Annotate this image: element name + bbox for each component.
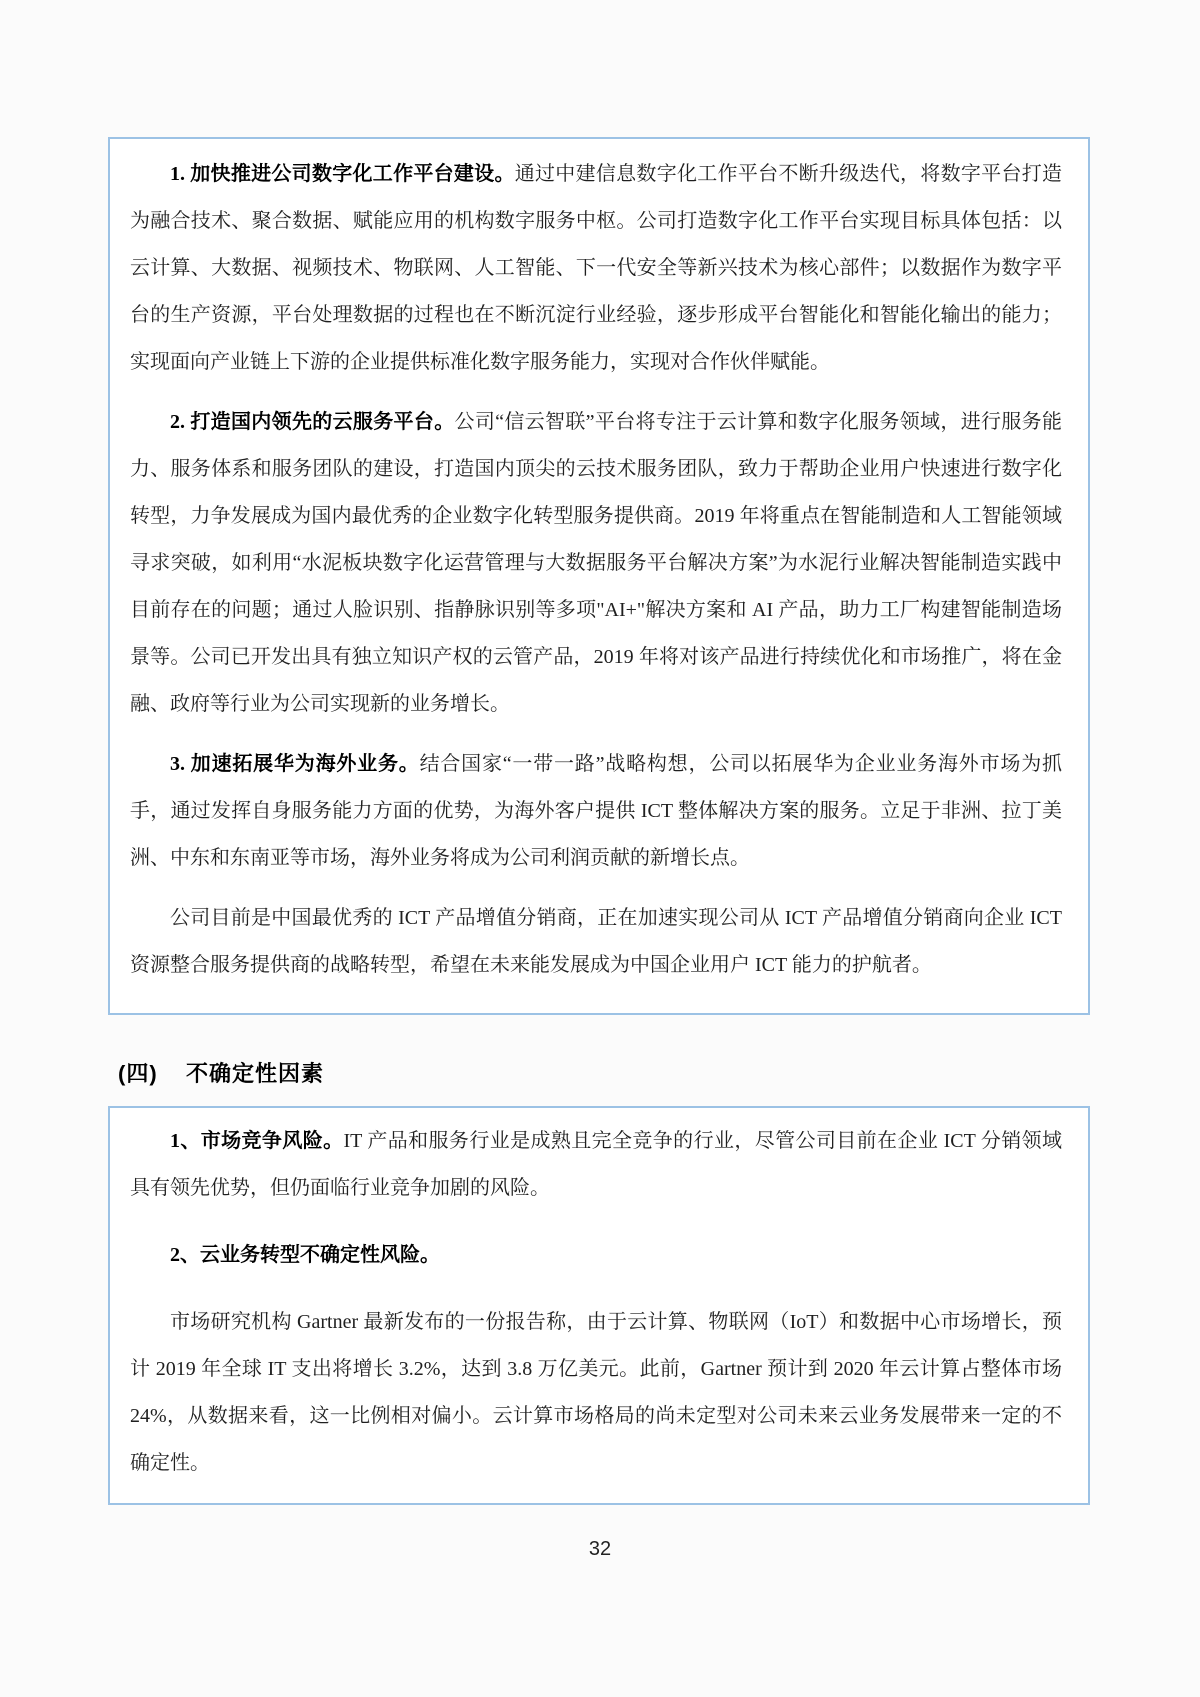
paragraph-lead: 3. 加速拓展华为海外业务。 — [170, 753, 420, 775]
section-heading-number: (四) — [118, 1061, 158, 1086]
paragraph-cloud-service-platform — [130, 399, 1062, 728]
paragraph-text: 市场研究机构 Gartner 最新发布的一份报告称，由于云计算、物联网（IoT）和数据中心市场增长，预计 2019 年全球 IT 支出将增长 3.2%，达到 3.8 万亿美元。此前，Gartner 预计到 2020 年云计算占整体市场 24%，从数据来看，这一比例相对偏小。云计算市场格局的尚未定型对公司未来云业务发展带来一定的不确定性。 — [130, 1311, 1062, 1474]
paragraph-gartner-report — [130, 1299, 1062, 1487]
paragraph-lead: 1、市场竞争风险。 — [170, 1130, 344, 1152]
paragraph-text: 公司目前是中国最优秀的 ICT 产品增值分销商，正在加速实现公司从 ICT 产品增值分销商向企业 ICT 资源整合服务提供商的战略转型，希望在未来能发展成为中国企业用户 ICT 能力的护航者。 — [130, 907, 1062, 976]
paragraph-cloud-transformation-risk — [130, 1232, 1062, 1279]
paragraph-ict-distributor — [130, 895, 1062, 989]
paragraph-market-competition-risk — [130, 1118, 1062, 1212]
uncertainty-factors-box — [108, 1106, 1090, 1505]
paragraph-lead: 1. 加快推进公司数字化工作平台建设。 — [170, 163, 515, 185]
page-number: 32 — [588, 1538, 612, 1560]
section-heading — [118, 1057, 1200, 1088]
paragraph-text: 结合国家“一带一路”战略构想，公司以拓展华为企业业务海外市场为抓手，通过发挥自身服务能力方面的优势，为海外客户提供 ICT 整体解决方案的服务。立足于非洲、拉丁美洲、中东和东南亚等市场，海外业务将成为公司利润贡献的新增长点。 — [130, 753, 1062, 869]
paragraph-text: IT 产品和服务行业是成熟且完全竞争的行业，尽管公司目前在企业 ICT 分销领域具有领先优势，但仍面临行业竞争加剧的风险。 — [130, 1130, 1063, 1199]
paragraph-digital-platform — [130, 151, 1062, 386]
business-outlook-box — [108, 137, 1090, 1015]
paragraph-lead: 2. 打造国内领先的云服务平台。 — [170, 411, 455, 433]
paragraph-text: 通过中建信息数字化工作平台不断升级迭代，将数字平台打造为融合技术、聚合数据、赋能应用的机构数字服务中枢。公司打造数字化工作平台实现目标具体包括：以云计算、大数据、视频技术、物联网、人工智能、下一代安全等新兴技术为核心部件；以数据作为数字平台的生产资源，平台处理数据的过程也在不断沉淀行业经验，逐步形成平台智能化和智能化输出的能力；实现面向产业链上下游的企业提供标准化数字服务能力，实现对合作伙伴赋能。 — [130, 163, 1063, 373]
paragraph-huawei-overseas — [130, 741, 1062, 882]
section-heading-title: 不确定性因素 — [186, 1061, 325, 1086]
paragraph-text: 公司“信云智联”平台将专注于云计算和数字化服务领域，进行服务能力、服务体系和服务团队的建设，打造国内顶尖的云技术服务团队，致力于帮助企业用户快速进行数字化转型，力争发展成为国内最优秀的企业数字化转型服务提供商。2019 年将重点在智能制造和人工智能领域寻求突破，如利用“水泥板块数字化运营管理与大数据服务平台解决方案”为水泥行业解决智能制造实践中目前存在的问题；通过人脸识别、指静脉识别等多项"AI+"解决方案和 AI 产品，助力工厂构建智能制造场景等。公司已开发出具有独立知识产权的云管产品，2019 年将对该产品进行持续优化和市场推广，将在金融、政府等行业为公司实现新的业务增长。 — [130, 411, 1062, 715]
paragraph-lead: 2、云业务转型不确定性风险。 — [170, 1244, 440, 1266]
